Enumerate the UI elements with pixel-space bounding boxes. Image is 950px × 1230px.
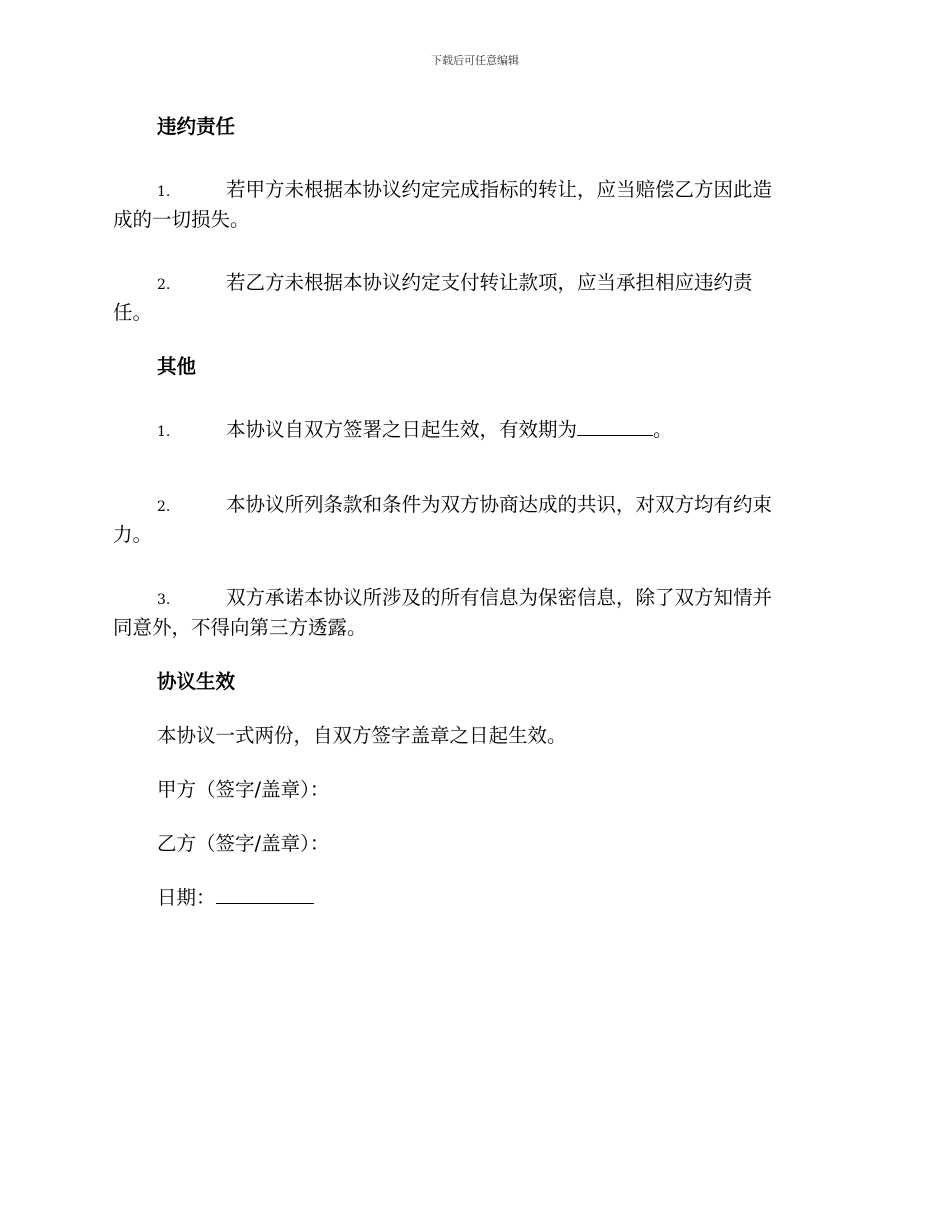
clause-number: 2. [157, 499, 171, 515]
clause-text: 若乙方未根据本协议约定支付转让款项，应当承担相应违约责 [226, 271, 753, 294]
page-header-note: 下载后可任意编辑 [431, 54, 519, 67]
section-title-breach: 违约责任 [157, 115, 236, 138]
party-a-signature-line [113, 776, 837, 803]
section-title-other: 其他 [157, 355, 197, 378]
clause-text-continued: 力。 [113, 523, 153, 546]
clause-text: 若甲方未根据本协议约定完成指标的转让，应当赔偿乙方因此造 [226, 178, 773, 201]
clause-text: 双方承诺本协议所涉及的所有信息为保密信息，除了双方知情并 [226, 586, 773, 609]
party-a-label: 甲方（签字/盖章）： [157, 778, 330, 801]
clause-number: 1. [157, 424, 171, 440]
section-title-effective: 协议生效 [157, 670, 236, 693]
clause-other-1 [113, 407, 837, 455]
clause-text-continued: 成的一切损失。 [113, 208, 250, 231]
clause-number: 1. [157, 184, 171, 200]
clause-text-continued: 任。 [113, 301, 153, 324]
clause-text: 本协议所列条款和条件为双方协商达成的共识，对双方均有约束 [226, 493, 773, 516]
effective-statement: 本协议一式两份，自双方签字盖章之日起生效。 [157, 724, 567, 747]
clause-breach-2 [113, 260, 837, 326]
party-b-signature-line [113, 830, 837, 857]
clause-breach-1 [113, 167, 837, 233]
party-b-label: 乙方（签字/盖章）： [157, 832, 330, 855]
clause-text-continued: 同意外，不得向第三方透露。 [113, 616, 367, 639]
clause-other-2 [113, 482, 837, 548]
clause-period-mark: 。 [653, 418, 673, 441]
clause-other-3 [113, 575, 837, 641]
date-label: 日期： [157, 886, 216, 909]
validity-period-blank[interactable] [577, 417, 653, 436]
clause-number: 3. [157, 592, 171, 608]
date-line [113, 884, 837, 911]
document-body [113, 113, 837, 938]
date-blank[interactable] [216, 885, 314, 904]
clause-text: 本协议自双方签署之日起生效，有效期为 [226, 418, 578, 441]
clause-number: 2. [157, 277, 171, 293]
